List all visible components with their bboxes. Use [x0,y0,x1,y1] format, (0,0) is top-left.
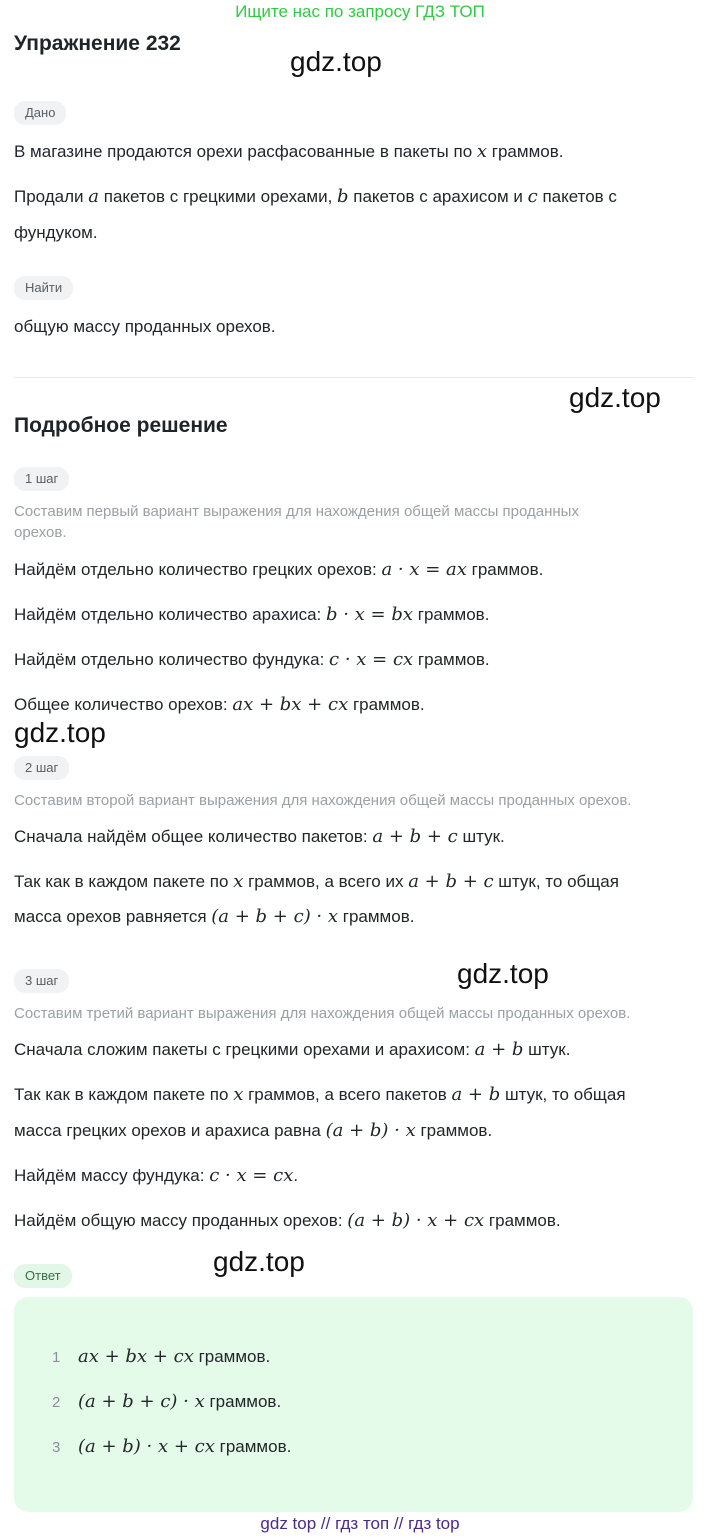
watermark: gdz.top [213,1246,305,1277]
step-3-line-2: Так как в каждом пакете по x граммов, а всего пакетов a + b штук, то общая [14,1084,626,1105]
step-1-hint: Составим первый вариант выражения для нахождения общей массы проданных орехов. [14,503,579,541]
step-2-line-3: масса орехов равняется (a + b + c) · x граммов. [14,906,415,927]
step-2-line-1: Сначала найдём общее количество пакетов: a + b + c штук. [14,826,505,847]
find-label: Найти [14,276,73,300]
step-1-line-2: Найдём отдельно количество арахиса: b · x = bx граммов. [14,604,490,625]
page-title: Упражнение 232 [14,32,181,55]
step-2-label: 2 шаг [14,756,69,780]
step-3-label: 3 шаг [14,969,69,993]
step-1-line-3: Найдём отдельно количество фундука: c · x = cx граммов. [14,649,490,670]
search-banner[interactable]: Ищите нас по запросу ГДЗ ТОП [235,2,485,21]
find-text: общую массу проданных орехов. [14,317,276,336]
answer-label: Ответ [14,1264,72,1288]
step-2-line-2: Так как в каждом пакете по x граммов, а всего их a + b + c штук, то общая [14,871,619,892]
step-3-line-3: масса грецких орехов и арахиса равна (a + b) · x граммов. [14,1120,493,1141]
step-1-line-4: Общее количество орехов: ax + bx + cx граммов. [14,694,425,715]
watermark: gdz.top [457,958,549,989]
watermark: gdz.top [14,717,106,748]
step-3-line-1: Сначала сложим пакеты с грецкими орехами и арахисом: a + b штук. [14,1039,571,1060]
given-label: Дано [14,101,66,125]
step-1-label: 1 шаг [14,467,69,491]
answer-item: 2 (a + b + c) · x граммов. [52,1391,282,1412]
answer-item: 1 ax + bx + cx граммов. [52,1346,271,1367]
footer-links[interactable]: gdz top // гдз топ // гдз top [260,1514,460,1533]
watermark: gdz.top [569,382,661,413]
answer-item: 3 (a + b) · x + cx граммов. [52,1436,292,1457]
step-3-hint: Составим третий вариант выражения для нахождения общей массы проданных орехов. [14,1005,631,1022]
step-3-line-4: Найдём массу фундука: c · x = cx. [14,1165,299,1186]
watermark: gdz.top [290,46,382,77]
step-3-line-5: Найдём общую массу проданных орехов: (a + b) · x + cx граммов. [14,1210,561,1231]
step-2-hint: Составим второй вариант выражения для нахождения общей массы проданных орехов. [14,792,632,809]
given-line-1: В магазине продаются орехи расфасованные в пакеты по x граммов. [14,141,564,162]
given-line-2: Продали a пакетов с грецкими орехами, b пакетов с арахисом и c пакетов с [14,186,617,207]
step-1-line-1: Найдём отдельно количество грецких орехов: a · x = ax граммов. [14,559,544,580]
solution-title: Подробное решение [14,414,228,437]
divider [14,377,694,378]
given-line-3: фундуком. [14,223,98,242]
